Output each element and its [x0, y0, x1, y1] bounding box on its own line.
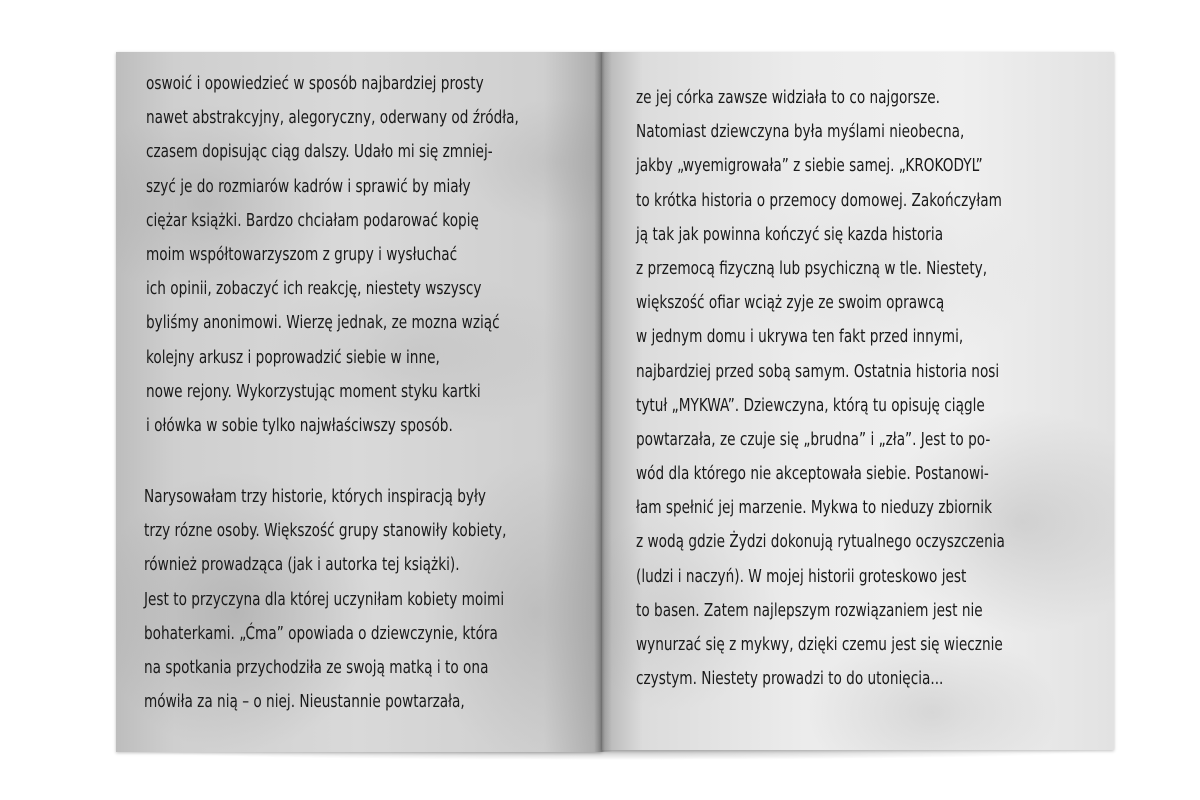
- text-line: najbardziej przed sobą samym. Ostatnia historia nosi: [636, 361, 1000, 382]
- text-line: większość ofiar wciąż zyje ze swoim oprawcą: [636, 293, 945, 314]
- text-line: bohaterkami. „Ćma” opowiada o dziewczynie, która: [144, 623, 498, 644]
- right-page: [602, 52, 1114, 750]
- left-page: [116, 52, 602, 752]
- text-line: i ołówka w sobie tylko najwłaściwszy sposób.: [146, 415, 453, 436]
- text-line: ciężar książki. Bardzo chciałam podarować kopię: [146, 210, 479, 231]
- text-line: nawet abstrakcyjny, alegoryczny, oderwany od źródła,: [146, 108, 519, 129]
- text-line: tytuł „MYKWA”. Dziewczyna, którą tu opisuję ciągle: [636, 395, 985, 416]
- text-line: nowe rejony. Wykorzystując moment styku kartki: [146, 381, 481, 402]
- text-line: mówiła za nią – o niej. Nieustannie powtarzała,: [144, 692, 465, 713]
- text-line: oswoić i opowiedzieć w sposób najbardziej prosty: [146, 74, 484, 94]
- text-line: Jest to przyczyna dla której uczyniłam kobiety moimi: [144, 589, 505, 610]
- text-line: byliśmy anonimowi. Wierzę jednak, ze mozna wziąć: [146, 313, 500, 334]
- text-line: z wodą gdzie Żydzi dokonują rytualnego oczyszczenia: [636, 532, 1005, 553]
- text-line: ze jej córka zawsze widziała to co najgorsze.: [636, 88, 940, 108]
- left-paragraph-2: [144, 480, 506, 719]
- text-line: to krótka historia o przemocy domowej. Zakończyłam: [636, 190, 1002, 211]
- text-line: szyć je do rozmiarów kadrów i sprawić by miały: [146, 176, 471, 197]
- text-line: czasem dopisując ciąg dalszy. Udało mi się zmniej-: [146, 142, 493, 163]
- text-line: na spotkania przychodziła ze swoją matką i to ona: [144, 657, 489, 678]
- text-line: w jednym domu i ukrywa ten fakt przed innymi,: [636, 327, 964, 348]
- text-line: jakby „wyemigrowała” z siebie samej. „KROKODYL”: [636, 156, 983, 177]
- text-line: wód dla którego nie akceptowała siebie. Postanowi-: [636, 464, 989, 485]
- text-line: łam spełnić jej marzenie. Mykwa to nieduzy zbiornik: [636, 498, 993, 519]
- book-gutter: [594, 52, 612, 752]
- text-line: czystym. Niestety prowadzi to do utonięcia...: [636, 669, 944, 690]
- text-line: powtarzała, ze czuje się „brudna” i „zła”. Jest to po-: [636, 429, 991, 450]
- text-line: ich opinii, zobaczyć ich reakcję, niestety wszyscy: [146, 279, 482, 300]
- text-line: również prowadząca (jak i autorka tej książki).: [144, 555, 460, 576]
- text-line: moim współtowarzyszom z grupy i wysłuchać: [146, 244, 458, 265]
- text-line: Natomiast dziewczyna była myślami nieobecna,: [636, 122, 965, 143]
- text-line: trzy rózne osoby. Większość grupy stanowiły kobiety,: [144, 521, 507, 542]
- text-line: wynurzać się z mykwy, dzięki czemu jest się wiecznie: [636, 635, 1003, 655]
- text-line: ją tak jak powinna kończyć się kazda historia: [636, 224, 944, 245]
- text-line: (ludzi i naczyń). W mojej historii groteskowo jest: [636, 566, 967, 587]
- text-line: to basen. Zatem najlepszym rozwiązaniem jest nie: [636, 600, 983, 621]
- text-line: Narysowałam trzy historie, których inspiracją były: [144, 487, 486, 507]
- text-line: z przemocą fizyczną lub psychiczną w tle. Niestety,: [636, 258, 988, 279]
- right-paragraph: [636, 81, 1005, 696]
- text-line: kolejny arkusz i poprowadzić siebie w inne,: [146, 347, 440, 368]
- left-paragraph-1: [146, 67, 519, 443]
